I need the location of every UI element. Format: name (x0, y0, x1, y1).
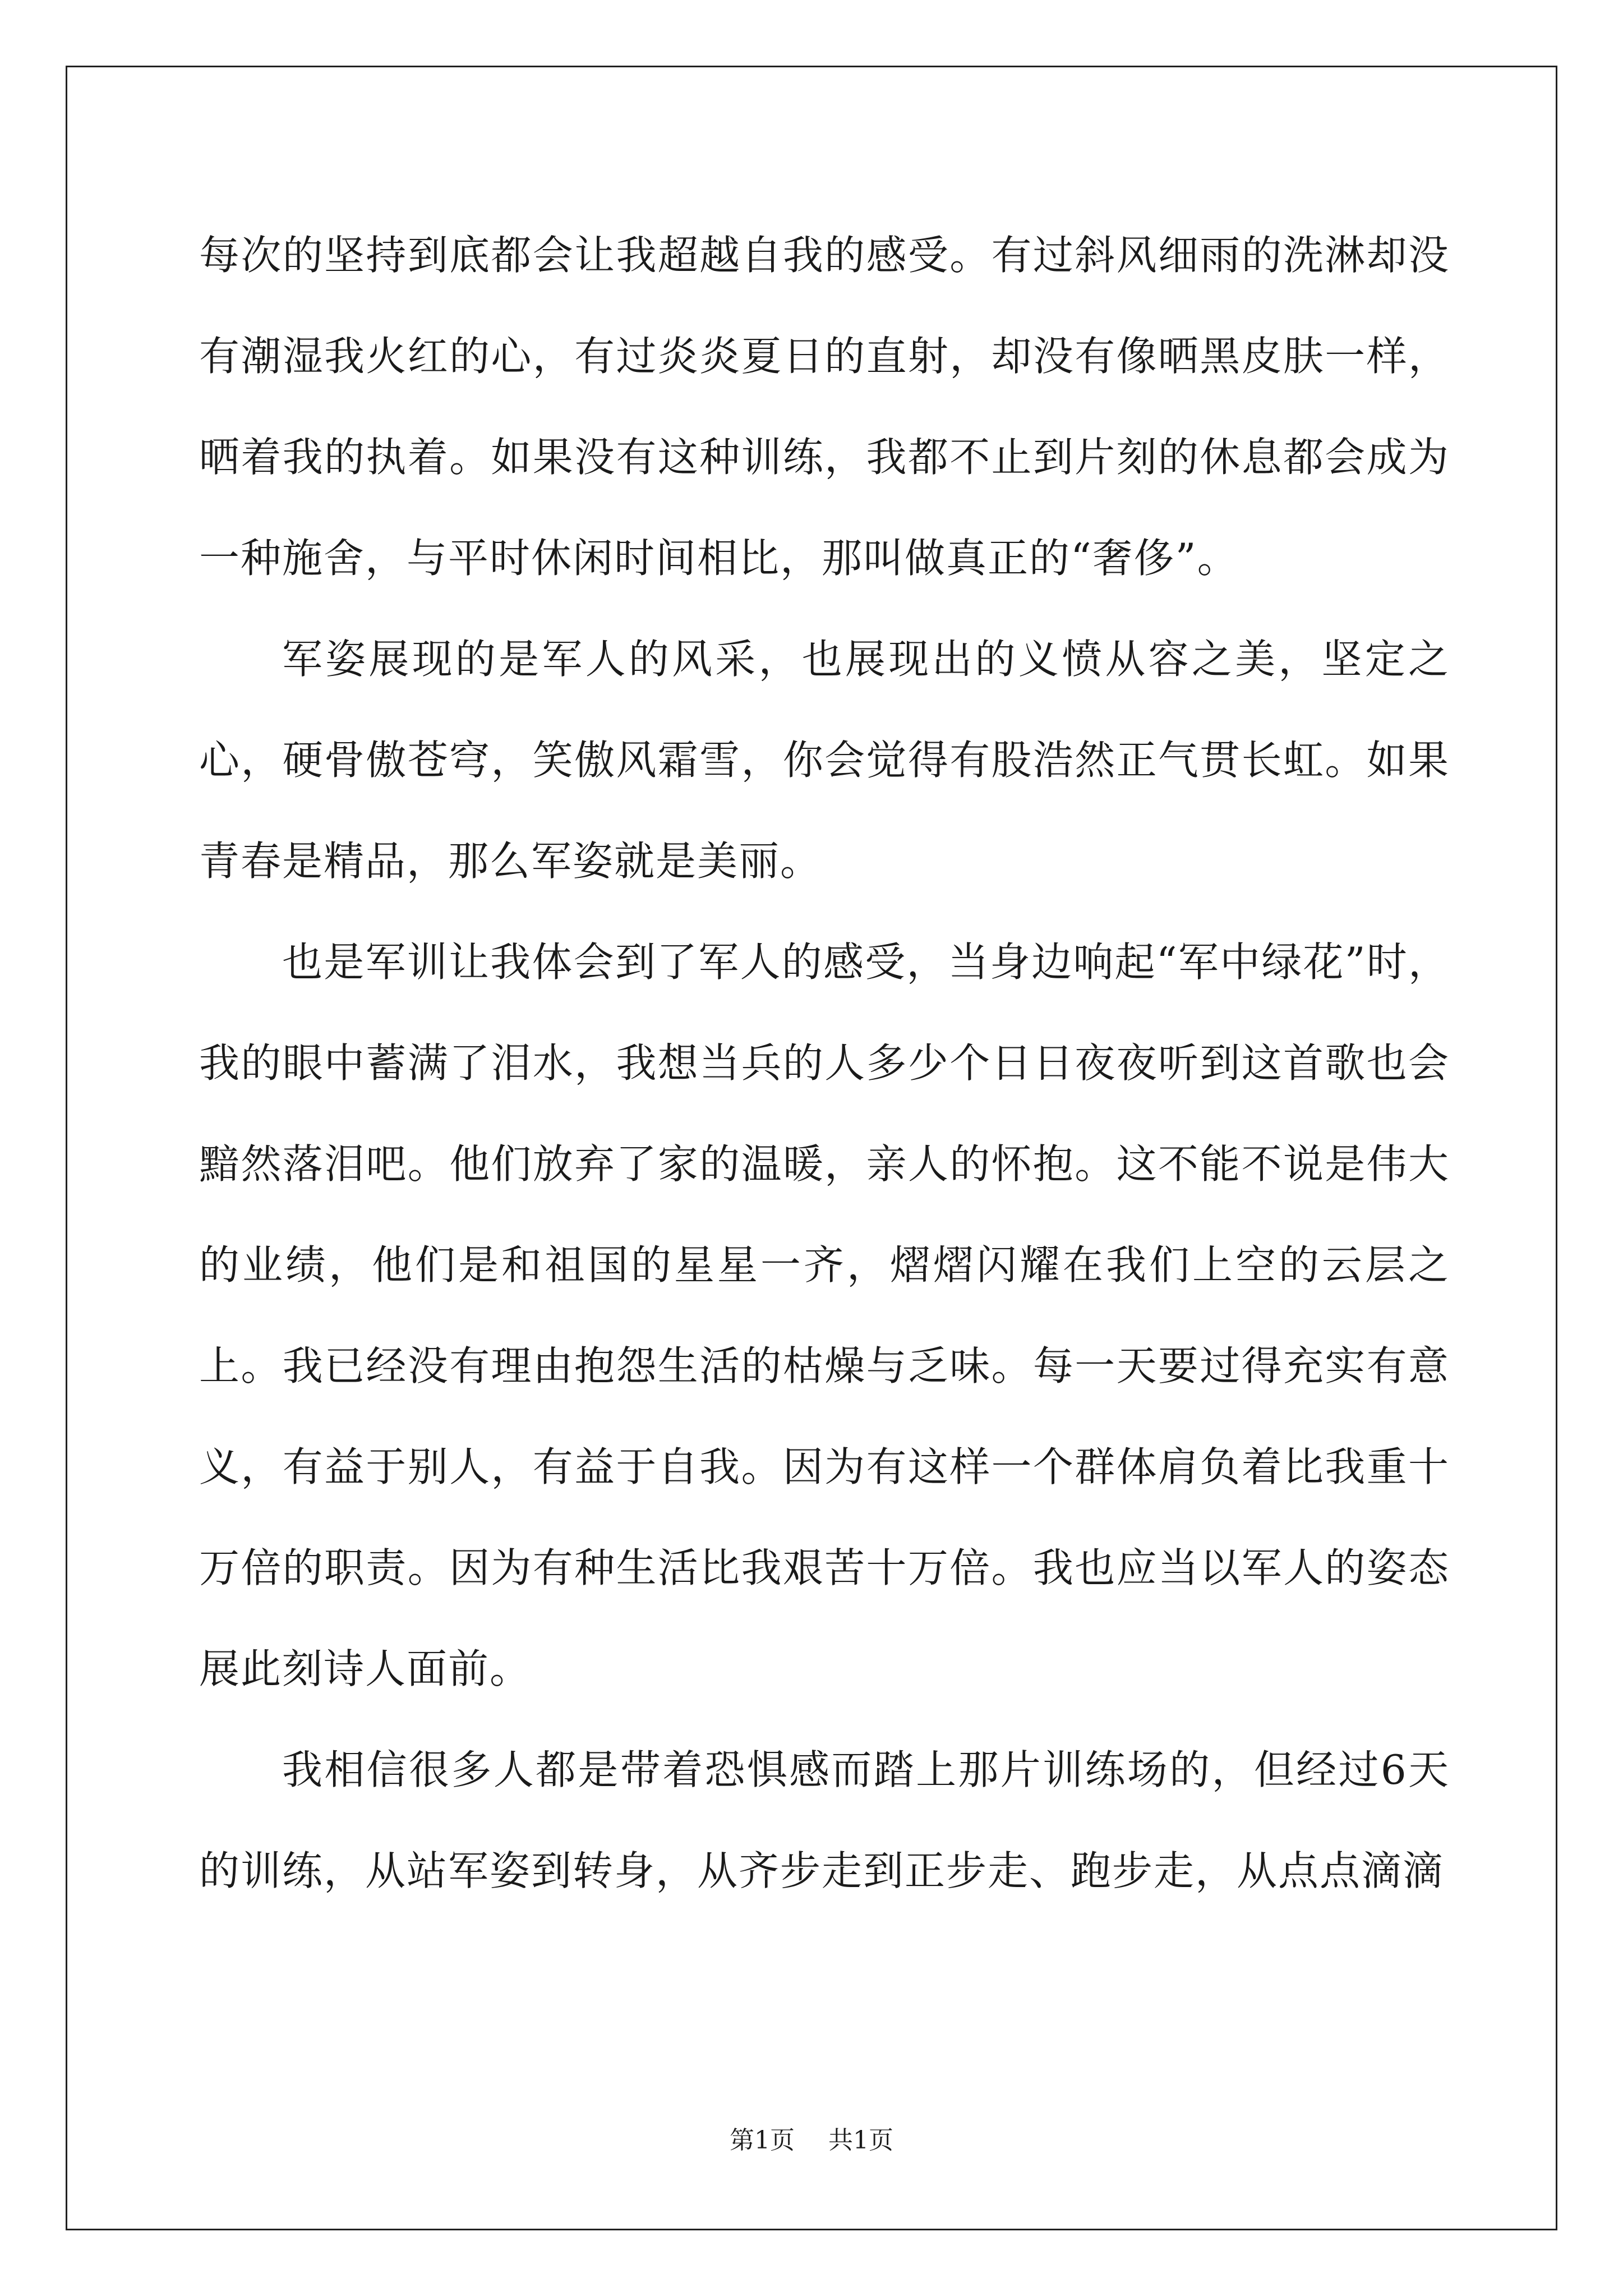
document-body (199, 205, 1450, 1921)
paragraph-1: 每次的坚持到底都会让我超越自我的感受。有过斜风细雨的洗淋却没有潮湿我火红的心，有过炎炎夏日的直射，却没有像晒黑皮肤一样，晒着我的执着。如果没有这种训练，我都不止到片刻的休息都会成为一种施舍，与平时休闲时间相比，那叫做真正的“奢侈”。 (199, 232, 1450, 582)
page-number: 第1页 (730, 2126, 795, 2155)
paragraph-4: 我相信很多人都是带着恐惧感而踏上那片训练场的，但经过6天的训练，从站军姿到转身，从齐步走到正步走、跑步走，从点点滴滴 (199, 1746, 1450, 1894)
paragraph-3: 也是军训让我体会到了军人的感受，当身边响起“军中绿花”时，我的眼中蓄满了泪水，我想当兵的人多少个日日夜夜听到这首歌也会黯然落泪吧。他们放弃了家的温暖，亲人的怀抱。这不能不说是伟大的业绩，他们是和祖国的星星一齐，熠熠闪耀在我们上空的云层之上。我已经没有理由抱怨生活的枯燥与乏味。每一天要过得充实有意义，有益于别人，有益于自我。因为有这样一个群体肩负着比我重十万倍的职责。因为有种生活比我艰苦十万倍。我也应当以军人的姿态展此刻诗人面前。 (199, 938, 1450, 1692)
page-total: 共1页 (828, 2126, 893, 2155)
page-footer (0, 2124, 1623, 2157)
paragraph-2: 军姿展现的是军人的风采，也展现出的义愤从容之美，坚定之心，硬骨傲苍穹，笑傲风霜雪，你会觉得有股浩然正气贯长虹。如果青春是精品，那么军姿就是美丽。 (199, 636, 1450, 885)
